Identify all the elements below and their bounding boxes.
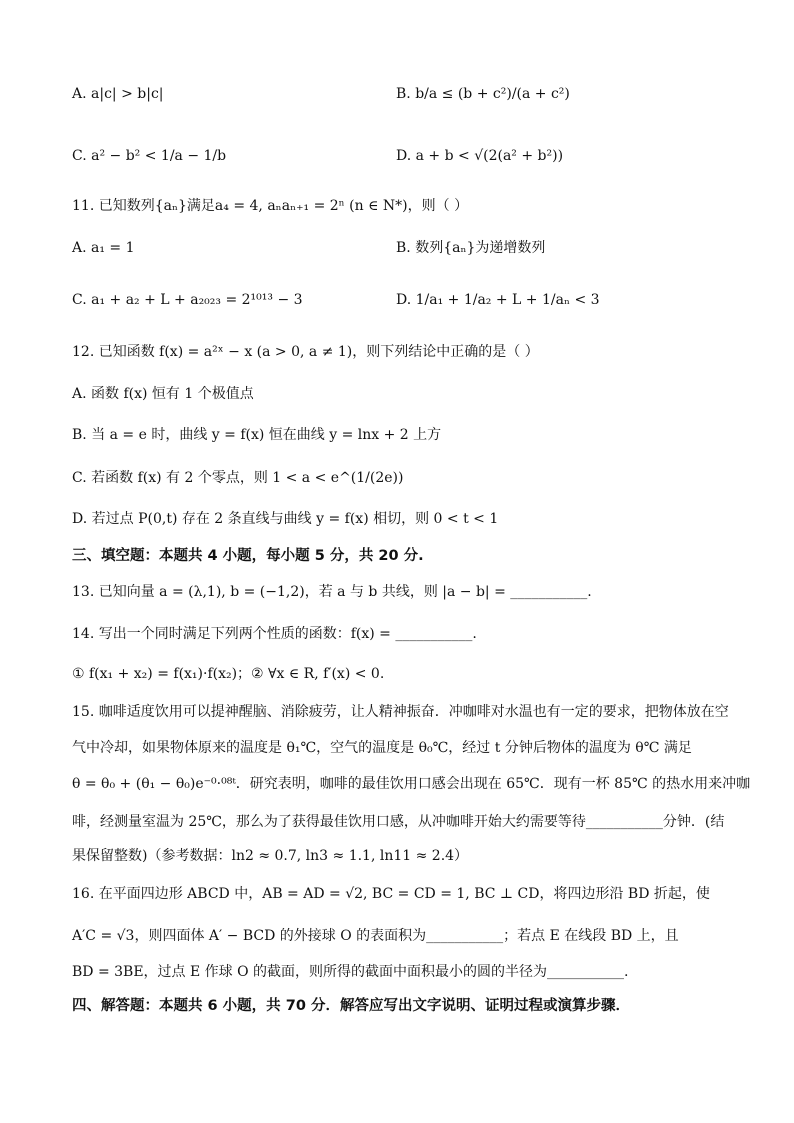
q11-stem: 11. 已知数列{aₙ}满足a₄ = 4, aₙaₙ₊₁ = 2ⁿ (n ∈ N*)，则（ ） xyxy=(72,198,469,214)
q12-stem: 12. 已知函数 f(x) = a²ˣ − x (a > 0, a ≠ 1)，则下列结论中正确的是（ ） xyxy=(72,344,539,360)
section3-heading: 三、填空题：本题共 4 小题，每小题 5 分，共 20 分. xyxy=(72,548,424,564)
q10-option-b: B. b/a ≤ (b + c²)/(a + c²) xyxy=(396,86,570,102)
q14-stem: 14. 写出一个同时满足下列两个性质的函数：f(x) = ___________. xyxy=(72,626,477,642)
q11-option-a: A. a₁ = 1 xyxy=(72,240,135,256)
q10-option-d: D. a + b < √(2(a² + b²)) xyxy=(396,148,564,164)
q11-option-d: D. 1/a₁ + 1/a₂ + L + 1/aₙ < 3 xyxy=(396,292,600,308)
q11-option-c: C. a₁ + a₂ + L + a₂₀₂₃ = 2¹⁰¹³ − 3 xyxy=(72,292,303,308)
q14-properties: ① f(x₁ + x₂) = f(x₁)·f(x₂)；② ∀x ∈ R, f′(x) < 0. xyxy=(72,666,385,682)
q15-line-3: θ = θ₀ + (θ₁ − θ₀)e⁻⁰·⁰⁸ᵗ．研究表明，咖啡的最佳饮用口感会出现在 65℃．现有一杯 85℃ 的热水用来冲咖 xyxy=(72,776,751,792)
q15-line-4: 啡，经测量室温为 25℃，那么为了获得最佳饮用口感，从冲咖啡开始大约需要等待___________分钟．(结 xyxy=(72,814,725,830)
q15-line-5: 果保留整数)（参考数据：ln2 ≈ 0.7, ln3 ≈ 1.1, ln11 ≈ 2.4） xyxy=(72,848,469,864)
q12-option-d: D. 若过点 P(0,t) 存在 2 条直线与曲线 y = f(x) 相切，则 0 < t < 1 xyxy=(72,511,499,527)
q16-line-3: BD = 3BE，过点 E 作球 O 的截面，则所得的截面中面积最小的圆的半径为___________. xyxy=(72,964,629,980)
q16-line-1: 16. 在平面四边形 ABCD 中，AB = AD = √2, BC = CD = 1, BC ⊥ CD，将四边形沿 BD 折起，使 xyxy=(72,886,710,902)
q15-line-1: 15. 咖啡适度饮用可以提神醒脑、消除疲劳，让人精神振奋．冲咖啡对水温也有一定的要求，把物体放在空 xyxy=(72,704,729,720)
q12-option-b: B. 当 a = e 时，曲线 y = f(x) 恒在曲线 y = lnx + 2 上方 xyxy=(72,427,442,443)
q11-option-b: B. 数列{aₙ}为递增数列 xyxy=(396,240,546,256)
section4-heading: 四、解答题：本题共 6 小题，共 70 分．解答应写出文字说明、证明过程或演算步骤． xyxy=(72,998,630,1014)
q12-option-a: A. 函数 f(x) 恒有 1 个极值点 xyxy=(72,386,254,402)
q10-option-c: C. a² − b² < 1/a − 1/b xyxy=(72,148,227,164)
q15-line-2: 气中冷却，如果物体原来的温度是 θ₁℃，空气的温度是 θ₀℃，经过 t 分钟后物体的温度为 θ℃ 满足 xyxy=(72,740,692,756)
q13: 13. 已知向量 a = (λ,1), b = (−1,2)，若 a 与 b 共线，则 |a − b| = ___________. xyxy=(72,584,592,600)
q16-line-2: A′C = √3，则四面体 A′ − BCD 的外接球 O 的表面积为___________；若点 E 在线段 BD 上，且 xyxy=(72,928,679,944)
q10-option-a: A. a|c| > b|c| xyxy=(72,86,164,102)
q12-option-c: C. 若函数 f(x) 有 2 个零点，则 1 < a < e^(1/(2e)) xyxy=(72,470,404,486)
